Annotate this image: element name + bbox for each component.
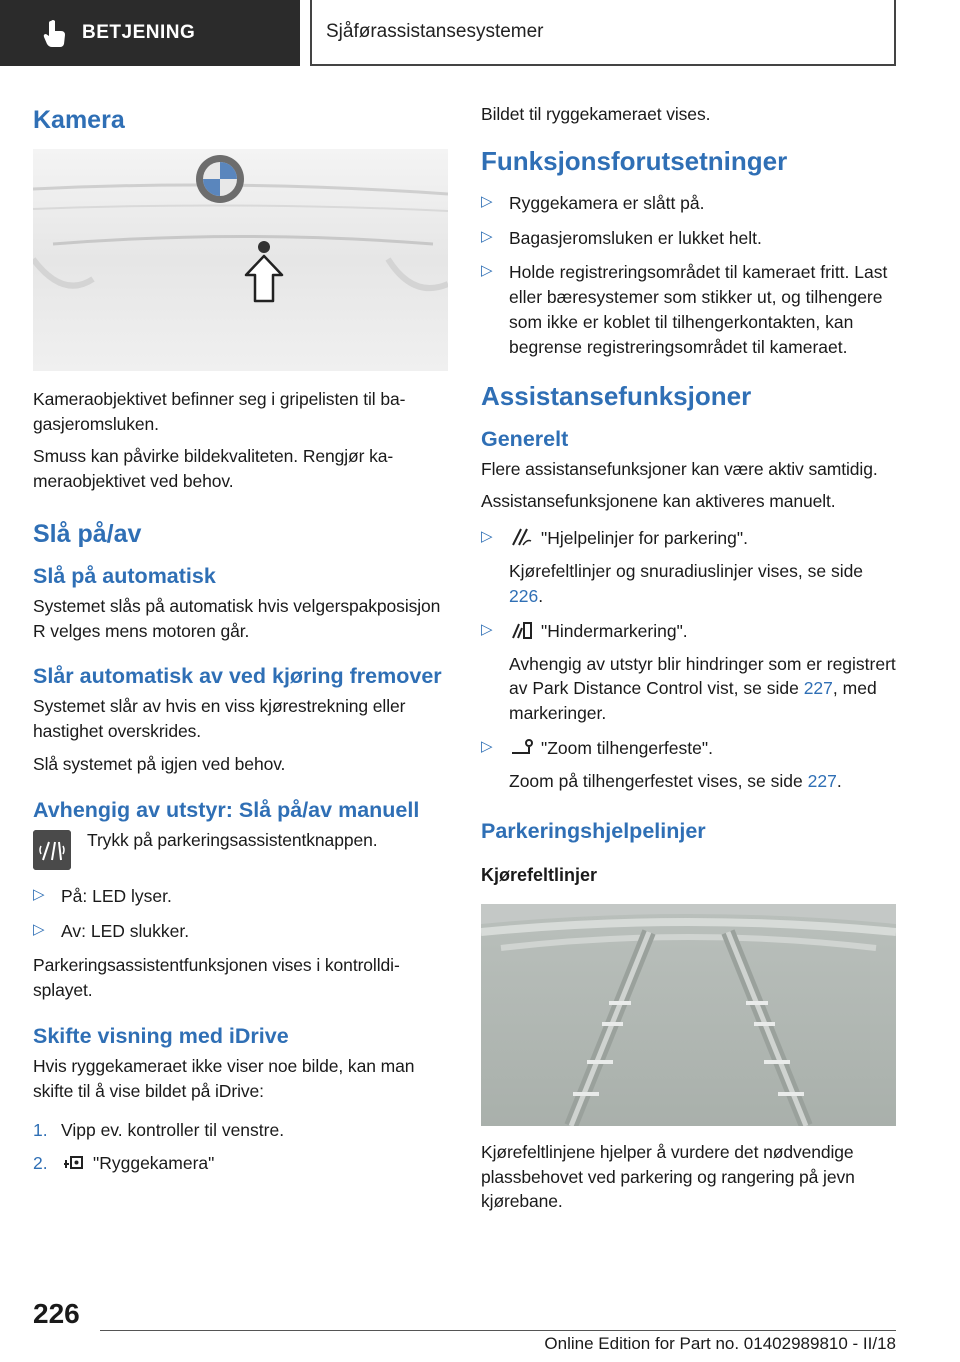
triangle-bullet-icon: ▷	[33, 885, 45, 903]
page-link[interactable]: 226	[509, 585, 539, 606]
lane-lines-image	[481, 904, 896, 1126]
lane-lines-text: Kjørefeltlinjene hjelper å vurdere det nødvendige plassbehovet ved parkering og rangering på jevn kjørebane.	[481, 1141, 855, 1212]
list-item: ▷ "Hindermarkering". Avhengig av utstyr blir hindringer som er registrert av Park Distance Control vist, se side 227, med markeringer.	[481, 620, 896, 724]
auto-on-text: Systemet slås på automatisk hvis velgerspakposisjon R velges mens motoren går.	[33, 595, 441, 641]
camera-dirt-text: Smuss kan påvirke bildekvaliteten. Rengjør kameraobjektivet ved behov.	[33, 446, 394, 492]
page-number: 226	[33, 1298, 80, 1329]
list-item: ▷ Holde registreringsområdet til kameraet fritt. Last eller bæresystemer som stikker ut, og tilhengere som ikke er koblet til tilhengerkontakten, kan begrense registreringsområdet til kameraet.	[481, 262, 888, 357]
requirements-list	[481, 191, 897, 360]
camera-location-text: Kameraobjektivet befinner seg i gripelisten til bagasjeromsluken.	[33, 388, 406, 434]
edition-text: Online Edition for Part no. 01402989810 - II/18	[544, 1334, 896, 1353]
heading-manual: Avhengig av utstyr: Slå på/av manuell	[33, 797, 420, 822]
heading-sla-pa-av: Slå på/av	[33, 520, 142, 549]
list-item: 1. Vipp ev. kontroller til venstre.	[33, 1119, 285, 1140]
chapter-title: Sjåførassistansesystemer	[326, 21, 544, 42]
triangle-bullet-icon: ▷	[33, 920, 45, 938]
heading-auto-off: Slår automatisk av ved kjøring fremover	[33, 664, 442, 689]
section-tab	[0, 0, 300, 66]
heading-auto-on: Slå på automatisk	[33, 563, 216, 588]
page-link[interactable]: 227	[807, 771, 837, 791]
page-link[interactable]: 227	[803, 678, 833, 699]
triangle-bullet-icon: ▷	[481, 528, 493, 546]
obstacle-marking-icon	[509, 620, 535, 640]
list-item: ▷ Bagasjeromsluken er lukket helt.	[481, 227, 762, 248]
section-title: BETJENING	[82, 22, 196, 43]
camera-location-image	[33, 149, 448, 371]
list-item: ▷ "Hjelpelinjer for parkering". Kjørefeltlinjer og snuradiuslinjer vises, se side 226.	[481, 528, 864, 606]
triangle-bullet-icon: ▷	[481, 262, 493, 280]
assist-functions-list	[481, 526, 897, 794]
left-column	[33, 98, 448, 1183]
list-item: ▷ Av: LED slukker.	[33, 920, 190, 941]
heading-kamera: Kamera	[33, 106, 125, 134]
list-item: ▷ Ryggekamera er slått på.	[481, 192, 705, 213]
rear-camera-icon	[61, 1152, 87, 1172]
triangle-bullet-icon: ▷	[481, 227, 493, 245]
heading-assistansefunksjoner: Assistansefunksjoner	[481, 380, 752, 411]
list-item: 2. "Ryggekamera"	[33, 1152, 215, 1173]
chapter-header	[310, 0, 896, 66]
heading-funksjonsforutsetninger: Funksjonsforutsetninger	[481, 145, 788, 176]
heading-parkeringshjelpelinjer: Parkeringshjelpelinjer	[481, 818, 706, 843]
led-bullets	[33, 884, 448, 944]
footer-divider	[100, 1330, 896, 1331]
idrive-text: Hvis ryggekameraet ikke viser noe bilde, kan man skifte til å vise bildet på iDrive:	[33, 1055, 415, 1101]
heading-idrive: Skifte visning med iDrive	[33, 1024, 289, 1049]
list-item: ▷ "Zoom tilhengerfeste". Zoom på tilhengerfestet vises, se side 227.	[481, 738, 842, 791]
parking-lines-icon	[509, 527, 535, 547]
general-text: Flere assistansefunksjoner kan være aktiv samtidig.	[481, 458, 878, 479]
idrive-steps	[33, 1118, 448, 1176]
heading-kjorefeltlinjer: Kjørefeltlinjer	[481, 864, 598, 885]
manual-display-text: Parkeringsassistentfunksjonen vises i kontrolldisplayet.	[33, 955, 400, 1001]
auto-off-text: Systemet slår av hvis en viss kjørestrekning eller hastighet overskrides.	[33, 696, 406, 742]
intro-text: Bildet til ryggekameraet vises.	[481, 104, 711, 124]
trailer-hitch-icon	[509, 737, 535, 757]
list-item: ▷ På: LED lyser.	[33, 885, 172, 906]
triangle-bullet-icon: ▷	[481, 192, 493, 210]
triangle-bullet-icon: ▷	[481, 620, 493, 638]
auto-off-text-2: Slå systemet på igjen ved behov.	[33, 754, 286, 774]
hand-pointer-icon	[42, 18, 68, 48]
heading-generelt: Generelt	[481, 426, 569, 451]
park-assist-button-row	[33, 828, 448, 870]
manual-text: Trykk på parkeringsassistentknappen.	[87, 829, 378, 850]
general-text-2: Assistansefunksjonene kan aktiveres manuelt.	[481, 491, 836, 512]
triangle-bullet-icon: ▷	[481, 738, 493, 756]
right-column	[481, 98, 897, 1222]
park-assist-button-icon	[33, 830, 71, 870]
